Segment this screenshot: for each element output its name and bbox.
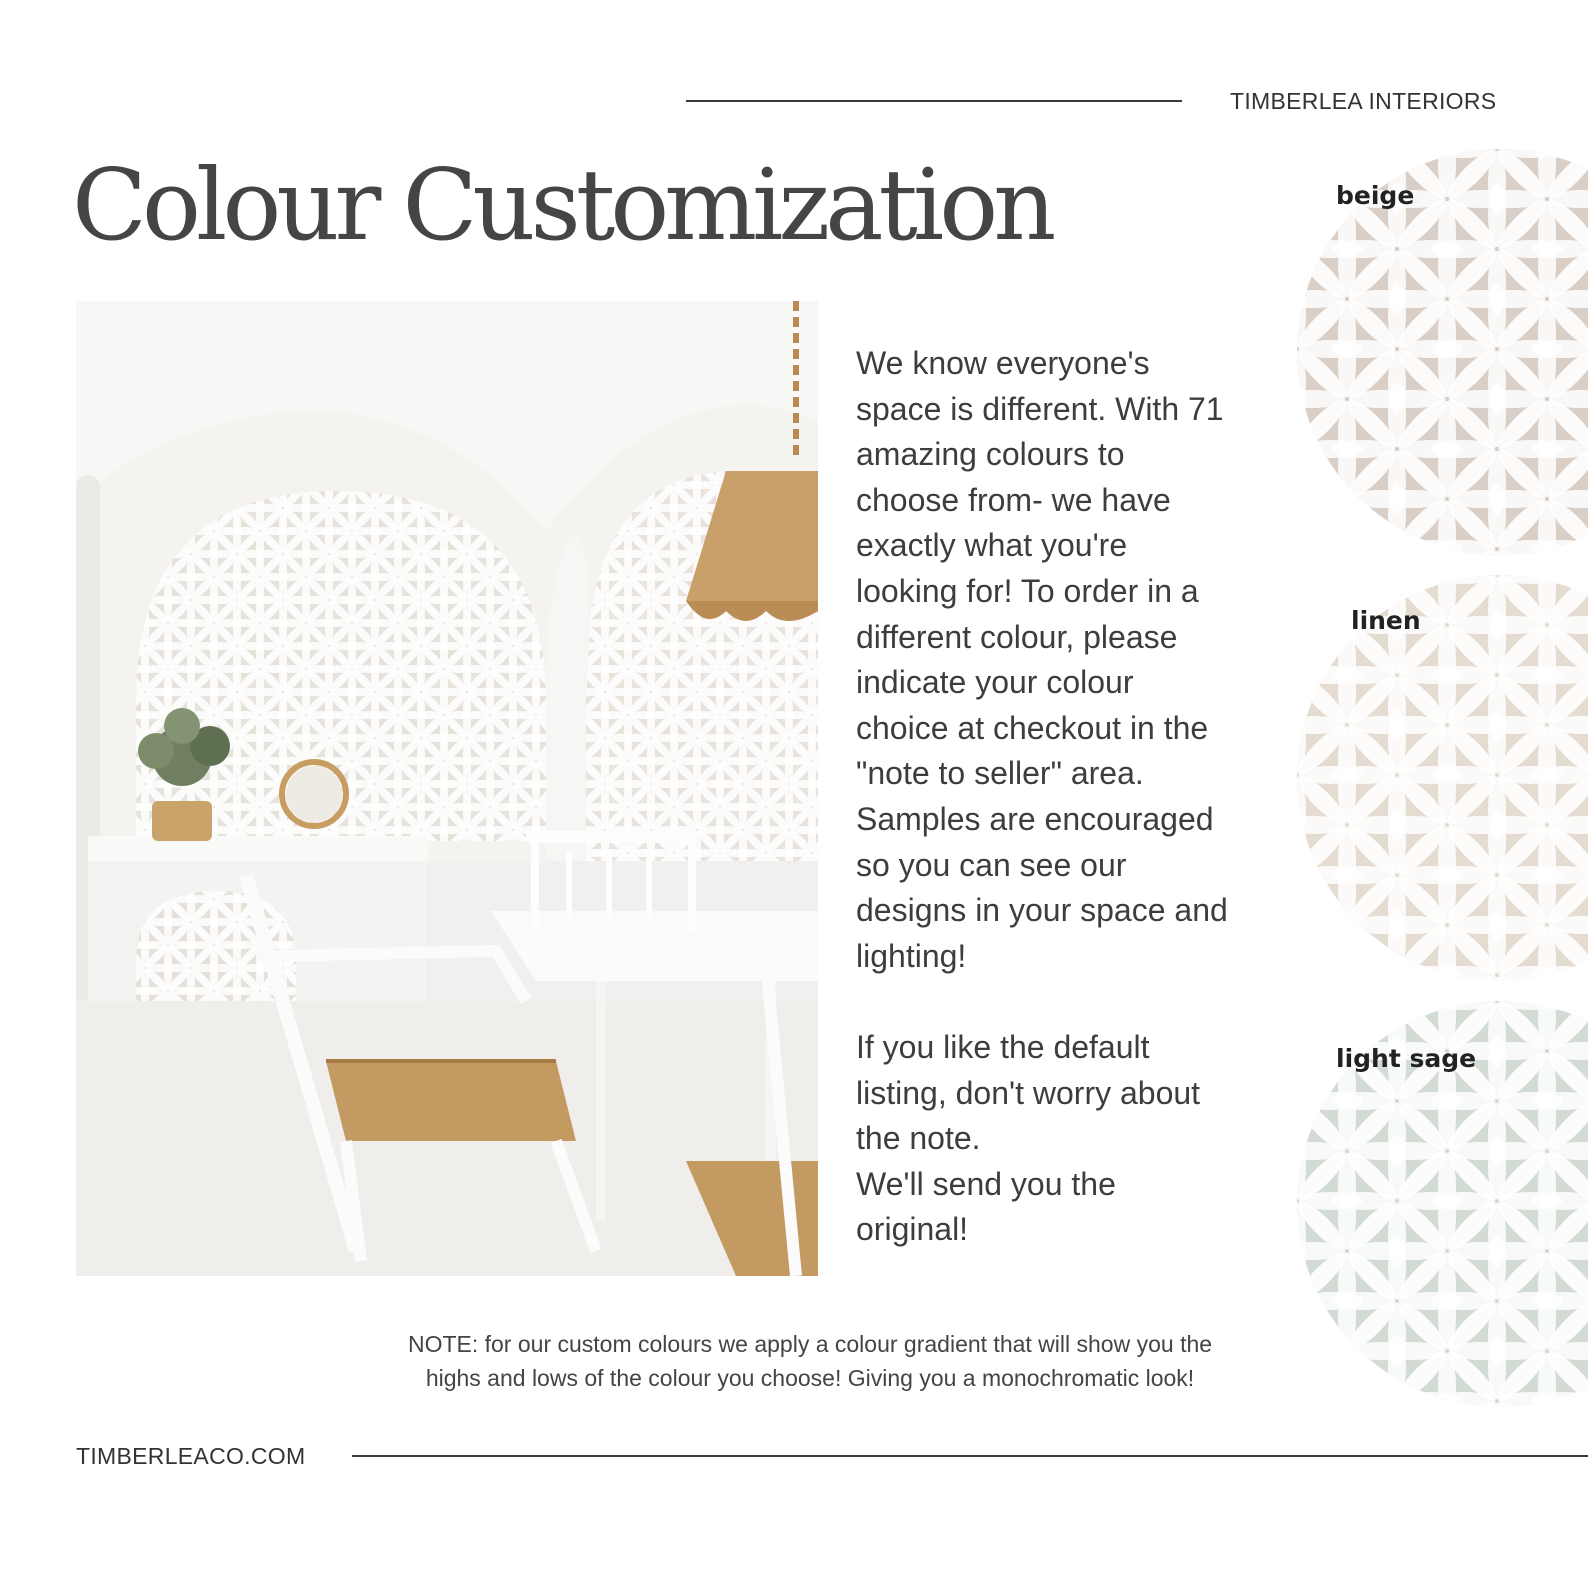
body-paragraph-1: We know everyone's space is different. With 71 amazing colours to choose from- we have exactly what you're looking for! To order in a different colour, please indicate your colour choice at checkout in the "note to seller" area. Samples are encouraged so you can see our designs in your space and lighting! bbox=[856, 345, 1228, 974]
website-url: TIMBERLEACO.COM bbox=[76, 1443, 306, 1469]
swatch-linen bbox=[1297, 575, 1588, 981]
swatch-label-beige: beige bbox=[1336, 181, 1415, 210]
swatch-label-linen: linen bbox=[1351, 606, 1421, 635]
header-rule bbox=[686, 100, 1182, 102]
brand-name: TIMBERLEA INTERIORS bbox=[1230, 88, 1497, 114]
gradient-note: NOTE: for our custom colours we apply a colour gradient that will show you the highs and lows of the colour you choose! Giving you a monochromatic look! bbox=[407, 1331, 1213, 1391]
swatch-label-light-sage: light sage bbox=[1336, 1044, 1477, 1073]
footer-rule bbox=[352, 1455, 1588, 1457]
page-title: Colour Customization bbox=[72, 149, 1052, 263]
interior-photo bbox=[76, 301, 818, 1276]
body-paragraph-2: If you like the default listing, don't worry about the note. We'll send you the original! bbox=[856, 1029, 1201, 1248]
